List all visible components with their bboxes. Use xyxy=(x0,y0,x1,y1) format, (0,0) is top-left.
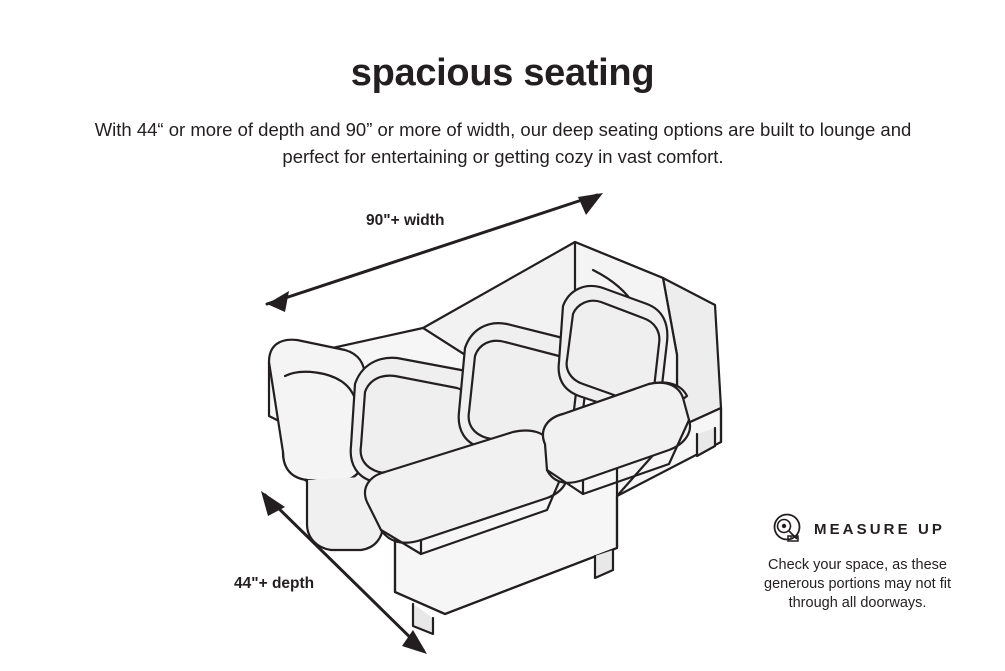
depth-dimension-label: 44"+ depth xyxy=(234,575,315,592)
width-dimension-label: 90"+ width xyxy=(366,212,445,229)
measure-up-body: Check your space, as these generous portions may not fit through all doorways. xyxy=(764,557,951,611)
sofa-illustration xyxy=(245,180,785,660)
page-subtitle: With 44“ or more of depth and 90” or more of width, our deep seating options are built to lounge and perfect for entertaining or getting cozy in vast comfort. xyxy=(94,119,912,167)
tape-measure-icon xyxy=(770,512,804,546)
measure-up-title: MEASURE UP xyxy=(813,520,945,538)
page-title: spacious seating xyxy=(350,52,655,94)
measure-up-callout xyxy=(745,512,970,613)
